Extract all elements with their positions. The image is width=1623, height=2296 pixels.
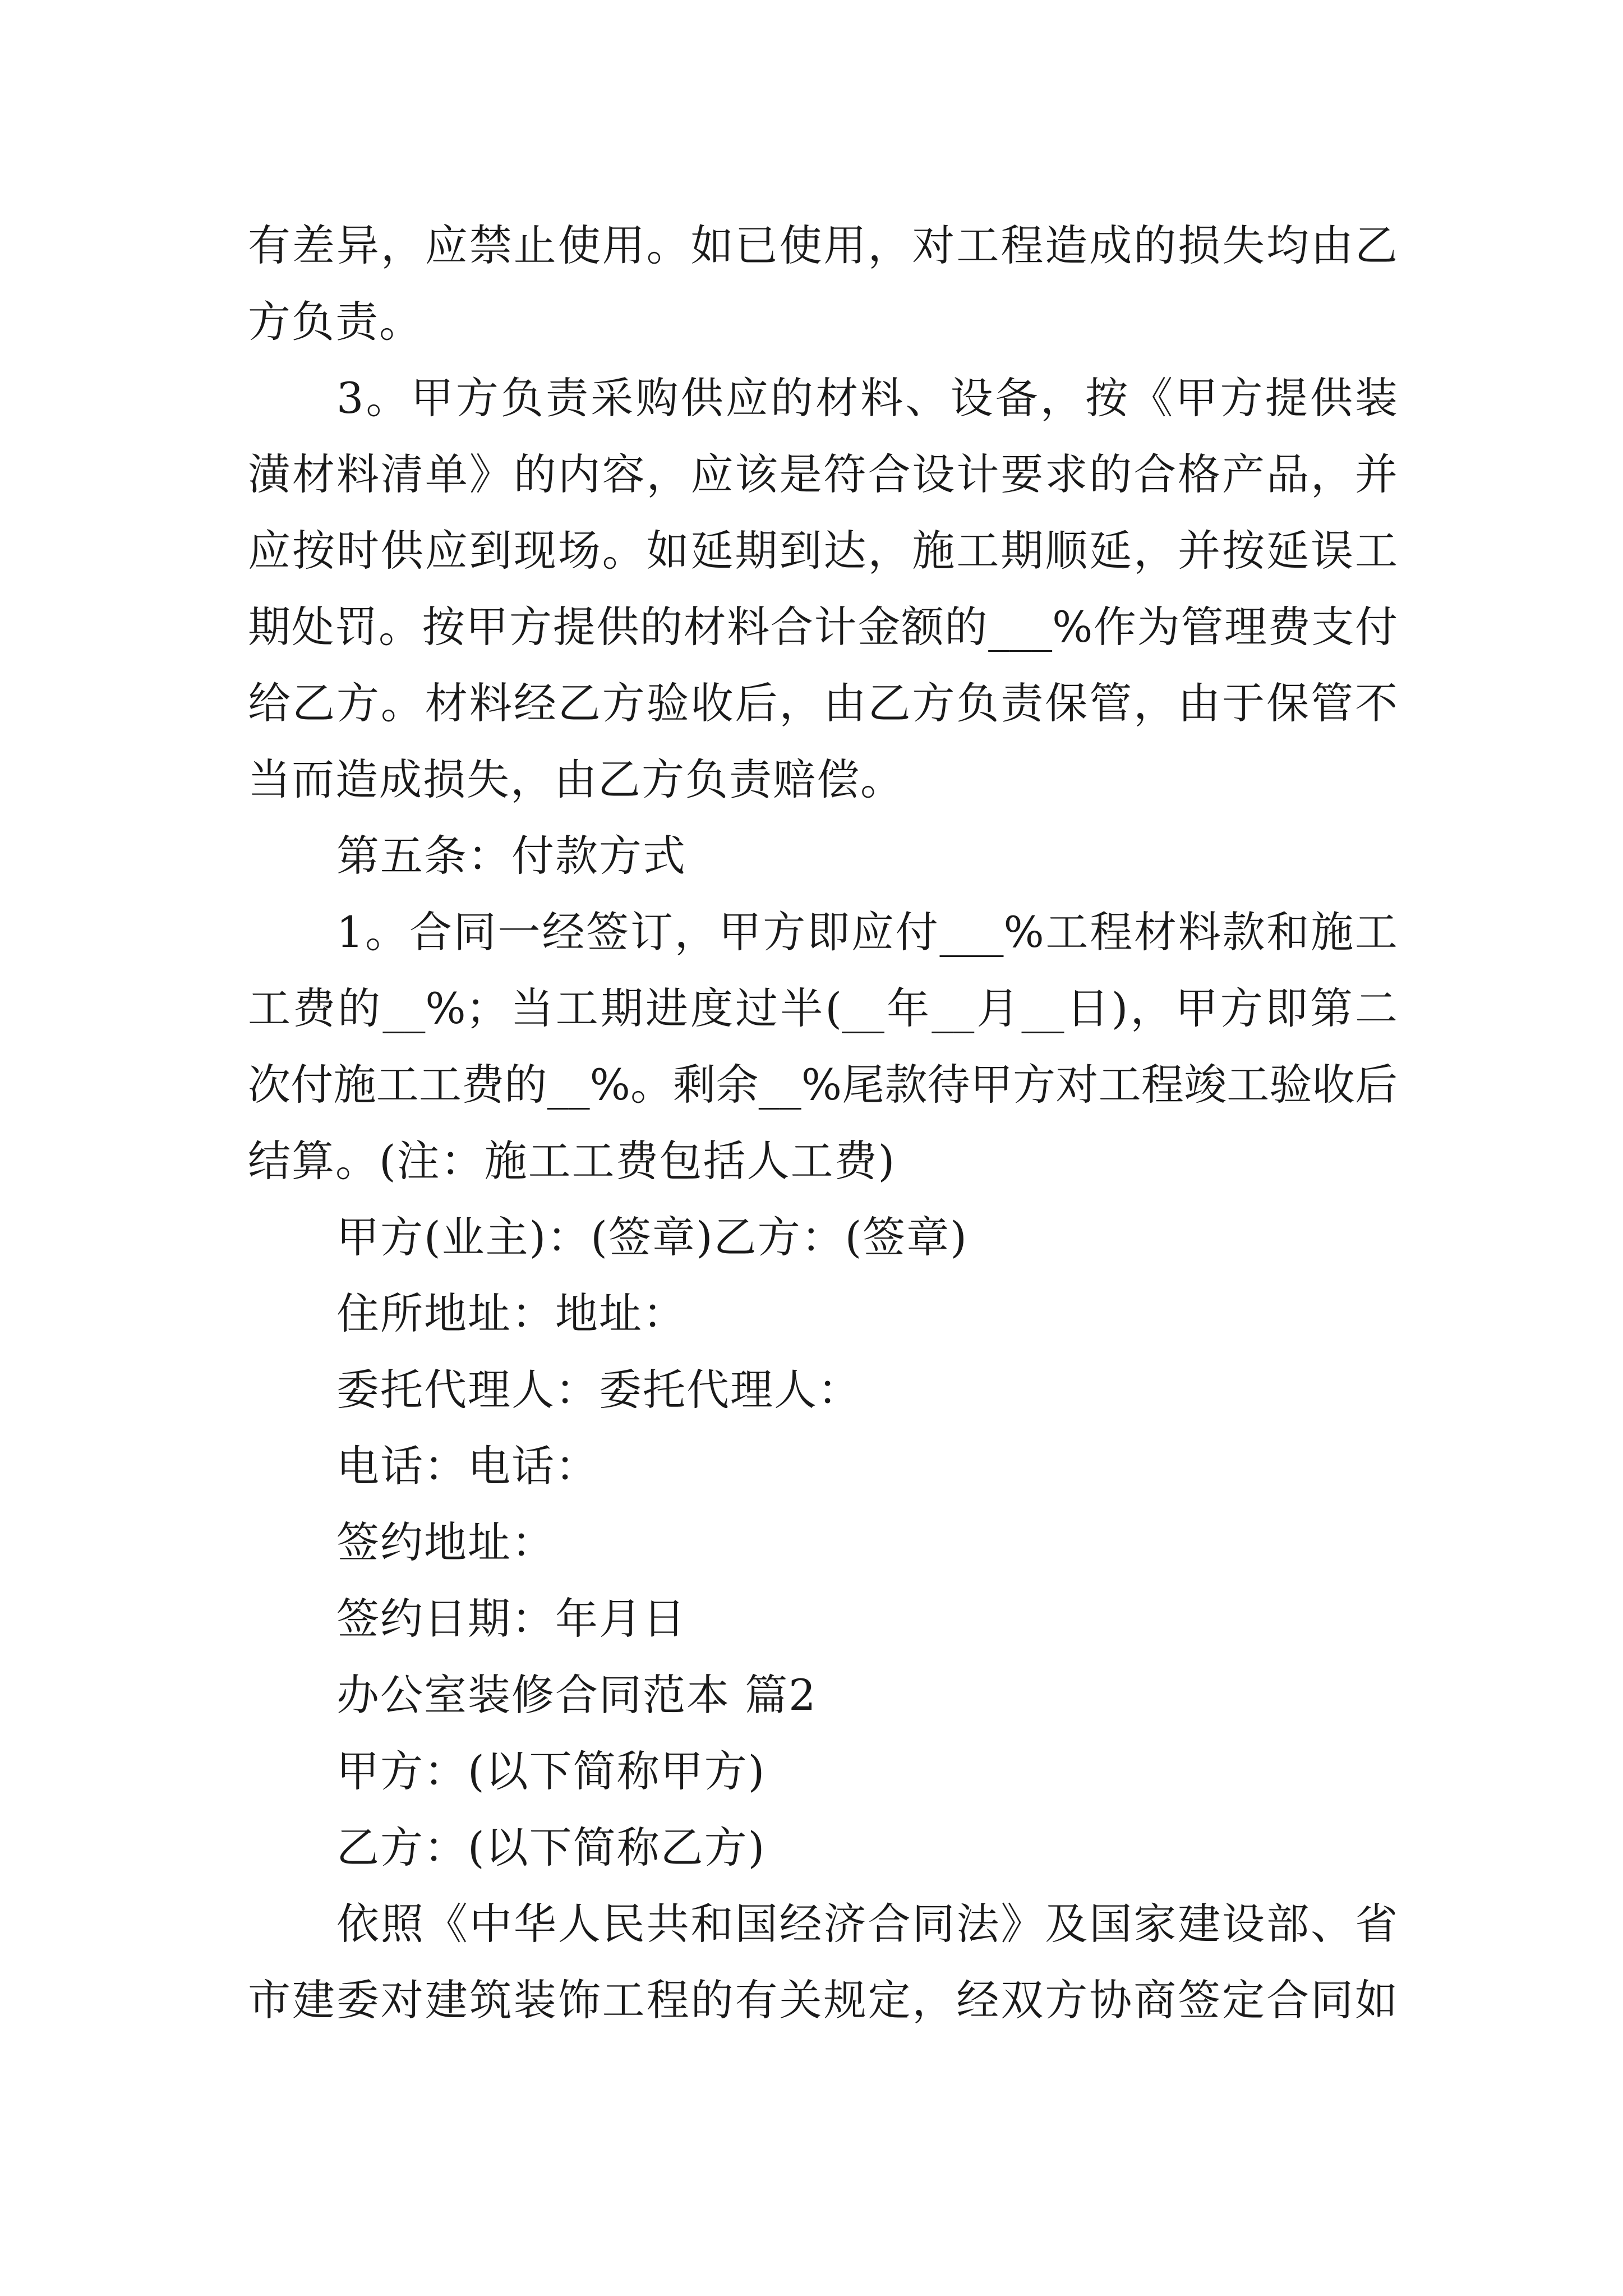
- party-line: 甲方：(以下简称甲方): [336, 1746, 766, 1796]
- signature-line: 委托代理人：委托代理人：: [336, 1365, 861, 1415]
- paragraph-line: 有差异，应禁止使用。如已使用，对工程造成的损失均由乙: [248, 220, 1398, 270]
- signature-line: 电话：电话：: [336, 1441, 599, 1491]
- document-page: [248, 208, 1398, 2039]
- signature-line: 签约日期：年月日: [336, 1594, 686, 1644]
- paragraph-line: 当而造成损失，由乙方负责赔偿。: [248, 754, 904, 804]
- paragraph-line: 市建委对建筑装饰工程的有关规定，经双方协商签定合同如: [248, 1975, 1398, 2025]
- paragraph-line: 工费的__%；当工期进度过半(__年__月__日)，甲方即第二: [248, 983, 1398, 1033]
- signature-line: 签约地址：: [336, 1517, 555, 1567]
- party-line: 乙方：(以下简称乙方): [336, 1823, 766, 1872]
- signature-line: 甲方(业主)：(签章)乙方：(签章): [336, 1212, 968, 1262]
- signature-line: 住所地址：地址：: [336, 1289, 686, 1338]
- paragraph-line: 次付施工工费的__%。剩余__%尾款待甲方对工程竣工验收后: [248, 1060, 1398, 1110]
- paragraph-line: 期处罚。按甲方提供的材料合计金额的___%作为管理费支付: [248, 602, 1398, 652]
- paragraph-line: 方负责。: [248, 297, 423, 347]
- paragraph-line: 依照《中华人民共和国经济合同法》及国家建设部、省: [336, 1899, 1398, 1949]
- section-title: 办公室装修合同范本 篇2: [336, 1670, 817, 1720]
- paragraph-line: 潢材料清单》的内容，应该是符合设计要求的合格产品，并: [248, 449, 1398, 499]
- paragraph-line: 1。合同一经签订，甲方即应付___%工程材料款和施工: [336, 907, 1398, 957]
- paragraph-line: 3。甲方负责采购供应的材料、设备，按《甲方提供装: [336, 373, 1398, 423]
- paragraph-line: 结算。(注：施工工费包括人工费): [248, 1136, 896, 1186]
- paragraph-line: 应按时供应到现场。如延期到达，施工期顺延，并按延误工: [248, 526, 1398, 576]
- section-heading: 第五条：付款方式: [336, 831, 686, 881]
- paragraph-line: 给乙方。材料经乙方验收后，由乙方负责保管，由于保管不: [248, 678, 1398, 728]
